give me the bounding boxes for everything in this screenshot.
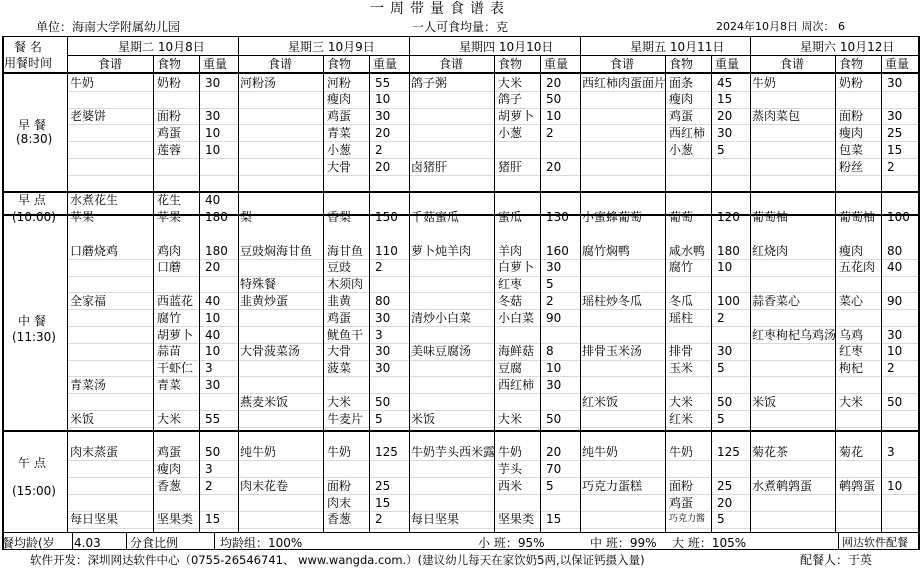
recipe-name: 梨	[240, 209, 253, 224]
border-line	[67, 36, 68, 533]
border-line	[2, 36, 4, 550]
food-item: 玉米	[669, 361, 694, 376]
big-class-label: 大 班：105%	[672, 536, 747, 550]
food-item: 大米	[327, 394, 352, 409]
food-item: 菊花	[839, 445, 864, 460]
food-weight: 30	[375, 344, 391, 359]
food-item: 面条	[669, 75, 694, 90]
food-item: 莲蓉	[157, 142, 182, 157]
food-weight: 2	[205, 478, 213, 493]
recipe-name: 排骨玉米汤	[582, 344, 643, 359]
software-brand: 网达软件配餐	[842, 536, 908, 549]
food-item: 五花肉	[839, 260, 876, 275]
food-weight: 2	[887, 361, 895, 376]
food-weight: 2	[375, 512, 383, 527]
food-item: 牛奶	[498, 445, 523, 460]
food-item: 牛麦片	[327, 411, 364, 426]
food-weight: 30	[717, 125, 733, 140]
food-item: 鸡蛋	[157, 445, 182, 460]
age-label: 餐均龄(岁	[2, 536, 55, 550]
food-item: 瘦肉	[157, 461, 182, 476]
recipe-col-header: 食谱	[610, 57, 635, 71]
food-item: 大米	[669, 394, 694, 409]
day-header: 星期四 10月10日	[459, 40, 554, 54]
food-item: 鸡蛋	[327, 310, 352, 325]
meal-time: (8:30)	[16, 132, 53, 146]
recipe-name: 萝卜炖羊肉	[411, 243, 472, 258]
meal-name: 中 餐	[18, 314, 46, 328]
border-line	[918, 36, 920, 550]
food-item: 牛奶	[327, 445, 352, 460]
weight-col-header: 重量	[544, 57, 569, 71]
food-weight: 100	[717, 293, 740, 308]
food-weight: 10	[205, 310, 221, 325]
meal-time-header: 用餐时间	[4, 56, 53, 70]
border-line	[711, 55, 712, 533]
food-item: 葡萄柚	[839, 209, 876, 224]
weight-col-header: 重量	[373, 57, 398, 71]
food-weight: 45	[717, 75, 733, 90]
food-item: 枸杞	[839, 361, 864, 376]
food-weight: 180	[205, 209, 228, 224]
food-weight: 20	[546, 445, 562, 460]
recipe-name: 葡萄柚	[752, 209, 789, 224]
day-header: 星期二 10月8日	[118, 40, 205, 54]
food-item: 腐竹	[669, 260, 694, 275]
border-line	[369, 55, 370, 533]
border-line	[835, 55, 836, 533]
food-weight: 2	[717, 310, 725, 325]
food-item: 排骨	[669, 344, 694, 359]
recipe-name: 小蜜蜂葡萄	[582, 209, 643, 224]
food-weight: 30	[546, 260, 562, 275]
food-weight: 10	[205, 125, 221, 140]
food-weight: 90	[887, 293, 903, 308]
food-weight: 30	[205, 75, 221, 90]
food-item: 面粉	[669, 478, 694, 493]
food-weight: 20	[205, 260, 221, 275]
border-line	[409, 36, 410, 533]
food-item: 口蘑	[157, 260, 182, 275]
recipe-name: 菊花茶	[752, 445, 789, 460]
recipe-name: 蒸肉菜包	[752, 109, 801, 124]
meal-name-header: 餐 名	[14, 40, 42, 54]
age-value: 4.03	[74, 536, 101, 550]
food-item: 面粉	[839, 109, 864, 124]
food-weight: 10	[546, 361, 562, 376]
food-item: 大米	[157, 411, 182, 426]
food-item: 海甘鱼	[327, 243, 364, 258]
recipe-name: 巧克力蛋糕	[582, 478, 643, 493]
food-weight: 30	[375, 361, 391, 376]
border-line	[2, 72, 920, 74]
food-item: 乌鸡	[839, 327, 864, 342]
border-line	[494, 55, 495, 533]
per-person-label: 一人可食均量：克	[412, 20, 509, 34]
food-item: 大骨	[327, 344, 352, 359]
food-weight: 30	[717, 344, 733, 359]
food-weight: 3	[887, 445, 895, 460]
recipe-name: 牛奶芋头西米露	[411, 445, 496, 460]
page-title: 一周带量食谱表	[370, 1, 510, 17]
weight-col-header: 重量	[715, 57, 740, 71]
recipe-name: 西红柿肉蛋面片	[582, 75, 667, 90]
food-weight: 160	[546, 243, 569, 258]
date-week-label: 2024年10月8日 周次： 6	[716, 20, 845, 33]
food-item: 小葱	[498, 125, 523, 140]
food-weight: 20	[717, 109, 733, 124]
food-item: 大米	[498, 411, 523, 426]
recipe-col-header: 食谱	[98, 57, 123, 71]
ratio-label: 分食比例	[130, 536, 179, 550]
recipe-name: 全家福	[70, 293, 107, 308]
food-item: 豆腐	[498, 361, 523, 376]
food-item: 肉末	[327, 495, 352, 510]
recipe-name: 卤猪肝	[411, 159, 448, 174]
food-item: 芋头	[498, 461, 523, 476]
food-weight: 125	[375, 445, 398, 460]
food-item: 坚果类	[498, 512, 535, 527]
food-weight: 30	[887, 109, 903, 124]
food-weight: 120	[717, 209, 740, 224]
recipe-name: 清炒小白菜	[411, 310, 472, 325]
border-line	[2, 532, 920, 533]
unit-label: 单位：海南大学附属幼儿园	[36, 20, 181, 34]
recipe-name: 燕麦米饭	[240, 394, 289, 409]
food-weight: 50	[887, 394, 903, 409]
recipe-name: 豆豉焖海甘鱼	[240, 243, 313, 258]
border-line	[838, 533, 839, 549]
chef-label: 配餐人：于英	[800, 553, 873, 567]
food-item: 白萝卜	[498, 260, 535, 275]
food-col-header: 食物	[669, 57, 694, 71]
food-weight: 80	[887, 243, 903, 258]
food-item: 木须肉	[327, 277, 364, 292]
food-weight: 100	[887, 209, 910, 224]
meal-time: (11:30)	[12, 330, 56, 344]
recipe-name: 纯牛奶	[582, 445, 619, 460]
food-item: 冬菇	[498, 293, 523, 308]
food-weight: 3	[205, 461, 213, 476]
food-weight: 30	[375, 109, 391, 124]
food-item: 粉丝	[839, 159, 864, 174]
recipe-name: 瑶柱炒冬瓜	[582, 293, 643, 308]
food-item: 大米	[498, 75, 523, 90]
food-weight: 180	[205, 243, 228, 258]
meal-name: 午 点	[18, 456, 46, 470]
food-col-header: 食物	[839, 57, 864, 71]
food-item: 蒜苗	[157, 344, 182, 359]
food-item: 红米	[669, 411, 694, 426]
food-weight: 20	[375, 159, 391, 174]
food-weight: 10	[205, 142, 221, 157]
food-weight: 30	[546, 377, 562, 392]
food-weight: 15	[887, 142, 903, 157]
food-item: 大骨	[327, 159, 352, 174]
food-item: 红枣	[839, 344, 864, 359]
food-weight: 20	[375, 125, 391, 140]
food-weight: 15	[717, 92, 733, 107]
recipe-name: 米饭	[752, 394, 777, 409]
recipe-name: 肉末花卷	[240, 478, 289, 493]
food-weight: 3	[205, 361, 213, 376]
recipe-name: 河粉汤	[240, 75, 277, 90]
food-item: 香葱	[327, 512, 352, 527]
food-weight: 8	[546, 344, 554, 359]
food-weight: 80	[375, 293, 391, 308]
recipe-col-header: 食谱	[780, 57, 805, 71]
recipe-name: 每日坚果	[70, 512, 119, 527]
food-item: 瘦肉	[669, 92, 694, 107]
food-item: 香葱	[157, 478, 182, 493]
food-weight: 30	[887, 327, 903, 342]
mid-class-label: 中 班：99%	[590, 536, 657, 550]
meal-name: 早 点	[18, 193, 46, 207]
food-item: 鸡蛋	[327, 109, 352, 124]
recipe-name: 苹果	[70, 209, 95, 224]
recipe-name: 特殊餐	[240, 277, 277, 292]
recipe-col-header: 食谱	[439, 57, 464, 71]
weight-col-header: 重量	[885, 57, 910, 71]
border-line	[126, 533, 127, 549]
food-item: 蜜瓜	[498, 209, 523, 224]
day-header: 星期五 10月11日	[630, 40, 725, 54]
border-line	[2, 430, 920, 432]
food-weight: 10	[375, 92, 391, 107]
recipe-name: 大骨菠菜汤	[240, 344, 301, 359]
food-item: 苹果	[157, 209, 182, 224]
food-weight: 5	[717, 512, 725, 527]
food-item: 鸡蛋	[669, 495, 694, 510]
food-col-header: 食物	[157, 57, 182, 71]
food-weight: 90	[546, 310, 562, 325]
food-item: 胡萝卜	[157, 327, 194, 342]
food-weight: 125	[717, 445, 740, 460]
border-line	[540, 55, 541, 533]
food-weight: 50	[375, 394, 391, 409]
food-item: 巧克力酱	[669, 514, 706, 525]
food-weight: 50	[205, 445, 221, 460]
food-item: 瘦肉	[327, 92, 352, 107]
recipe-name: 老婆饼	[70, 109, 107, 124]
food-item: 腐竹	[157, 310, 182, 325]
border-line	[2, 191, 920, 193]
food-weight: 15	[205, 512, 221, 527]
food-item: 香梨	[327, 209, 352, 224]
border-line	[323, 55, 324, 533]
food-weight: 5	[717, 361, 725, 376]
food-weight: 5	[717, 142, 725, 157]
food-weight: 50	[546, 92, 562, 107]
food-item: 鸡蛋	[157, 125, 182, 140]
food-weight: 70	[546, 461, 562, 476]
food-weight: 55	[375, 75, 391, 90]
food-item: 花生	[157, 193, 182, 208]
food-item: 河粉	[327, 75, 352, 90]
recipe-name: 牛奶	[752, 75, 777, 90]
recipe-name: 红枣枸杞乌鸡汤	[752, 327, 837, 342]
food-weight: 50	[546, 411, 562, 426]
food-item: 海鲜菇	[498, 344, 535, 359]
food-weight: 5	[546, 277, 554, 292]
border-line	[2, 36, 920, 37]
food-item: 冬瓜	[669, 293, 694, 308]
food-item: 瘦肉	[839, 243, 864, 258]
meal-time: (10:00)	[12, 210, 56, 224]
food-weight: 180	[717, 243, 740, 258]
food-item: 西米	[498, 478, 523, 493]
food-weight: 40	[887, 260, 903, 275]
food-item: 小白菜	[498, 310, 535, 325]
food-item: 菠菜	[327, 361, 352, 376]
food-col-header: 食物	[498, 57, 523, 71]
weight-col-header: 重量	[203, 57, 228, 71]
food-weight: 3	[375, 327, 383, 342]
food-item: 干虾仁	[157, 361, 194, 376]
food-item: 面粉	[157, 109, 182, 124]
food-weight: 40	[205, 293, 221, 308]
food-weight: 2	[375, 260, 383, 275]
food-weight: 110	[375, 243, 398, 258]
food-item: 葡萄	[669, 209, 694, 224]
food-weight: 20	[546, 159, 562, 174]
food-item: 鸡肉	[157, 243, 182, 258]
border-line	[750, 36, 751, 533]
food-weight: 2	[546, 125, 554, 140]
meal-time: (15:00)	[12, 484, 56, 498]
food-item: 瘦肉	[839, 125, 864, 140]
food-item: 羊肉	[498, 243, 523, 258]
recipe-name: 每日坚果	[411, 512, 460, 527]
food-weight: 30	[375, 310, 391, 325]
developer-note: 软件开发：深圳网达软件中心（0755-26546741、 www.wangda.com.）(建议幼儿每天在家饮奶5两,以保证钙摄入量)	[30, 553, 645, 567]
food-weight: 25	[375, 478, 391, 493]
food-weight: 150	[375, 209, 398, 224]
food-item: 鹌鹑蛋	[839, 478, 876, 493]
food-weight: 10	[717, 260, 733, 275]
food-weight: 2	[375, 142, 383, 157]
food-item: 奶粉	[157, 75, 182, 90]
food-weight: 130	[546, 209, 569, 224]
recipe-name: 米饭	[411, 411, 436, 426]
food-item: 牛奶	[669, 445, 694, 460]
food-weight: 10	[887, 344, 903, 359]
food-item: 红枣	[498, 277, 523, 292]
food-item: 猪肝	[498, 159, 523, 174]
recipe-col-header: 食谱	[268, 57, 293, 71]
food-weight: 40	[205, 193, 221, 208]
food-item: 鱿鱼干	[327, 327, 364, 342]
food-item: 西蓝花	[157, 293, 194, 308]
food-item: 胡萝卜	[498, 109, 535, 124]
recipe-name: 水煮鹌鹑蛋	[752, 478, 813, 493]
food-item: 西红柿	[498, 377, 535, 392]
recipe-name: 口蘑烧鸡	[70, 243, 119, 258]
recipe-name: 千菇蜜瓜	[411, 209, 460, 224]
food-weight: 30	[205, 109, 221, 124]
food-weight: 15	[375, 495, 391, 510]
day-header: 星期六 10月12日	[800, 40, 895, 54]
recipe-name: 水煮花生	[70, 193, 119, 208]
food-weight: 5	[717, 411, 725, 426]
recipe-name: 鸽子粥	[411, 75, 448, 90]
food-weight: 20	[717, 495, 733, 510]
food-weight: 2	[546, 293, 554, 308]
small-class-label: 小 班：95%	[478, 536, 545, 550]
avg-group-label: 均龄组：100%	[220, 536, 303, 550]
border-line	[881, 55, 882, 533]
food-item: 面粉	[327, 478, 352, 493]
food-item: 咸水鸭	[669, 243, 706, 258]
border-line	[153, 55, 154, 533]
border-line	[580, 36, 581, 533]
recipe-name: 肉末蒸蛋	[70, 445, 119, 460]
recipe-name: 红米饭	[582, 394, 619, 409]
food-weight: 10	[205, 344, 221, 359]
recipe-name: 牛奶	[70, 75, 95, 90]
food-item: 青菜	[327, 125, 352, 140]
food-weight: 15	[546, 512, 562, 527]
food-item: 奶粉	[839, 75, 864, 90]
recipe-name: 青菜汤	[70, 377, 107, 392]
recipe-name: 腐竹焖鸭	[582, 243, 631, 258]
food-weight: 25	[717, 478, 733, 493]
recipe-name: 美味豆腐汤	[411, 344, 472, 359]
food-weight: 5	[375, 411, 383, 426]
food-item: 鸡蛋	[669, 109, 694, 124]
food-weight: 40	[205, 327, 221, 342]
recipe-name: 纯牛奶	[240, 445, 277, 460]
recipe-name: 蒜香菜心	[752, 293, 801, 308]
meal-name: 早 餐	[18, 118, 46, 132]
food-item: 大米	[839, 394, 864, 409]
food-weight: 55	[205, 411, 221, 426]
food-weight: 2	[887, 159, 895, 174]
food-weight: 20	[546, 75, 562, 90]
food-weight: 5	[546, 478, 554, 493]
border-line	[199, 55, 200, 533]
recipe-name: 米饭	[70, 411, 95, 426]
food-item: 鸽子	[498, 92, 523, 107]
food-item: 坚果类	[157, 512, 194, 527]
day-header: 星期三 10月9日	[288, 40, 375, 54]
border-line	[214, 533, 215, 549]
food-item: 小葱	[327, 142, 352, 157]
recipe-name: 红烧肉	[752, 243, 789, 258]
food-item: 小葱	[669, 142, 694, 157]
food-item: 西红柿	[669, 125, 706, 140]
food-weight: 50	[717, 394, 733, 409]
food-item: 菜心	[839, 293, 864, 308]
border-line	[72, 533, 73, 549]
food-col-header: 食物	[327, 57, 352, 71]
recipe-name: 韭黄炒蛋	[240, 293, 289, 308]
border-line	[665, 55, 666, 533]
food-item: 韭黄	[327, 293, 352, 308]
food-item: 瑶柱	[669, 310, 694, 325]
food-weight: 10	[546, 109, 562, 124]
food-weight: 10	[887, 478, 903, 493]
food-weight: 25	[887, 125, 903, 140]
border-line	[238, 36, 239, 533]
food-item: 包菜	[839, 142, 864, 157]
food-item: 青菜	[157, 377, 182, 392]
food-weight: 30	[205, 377, 221, 392]
food-item: 豆豉	[327, 260, 352, 275]
food-weight: 30	[887, 75, 903, 90]
